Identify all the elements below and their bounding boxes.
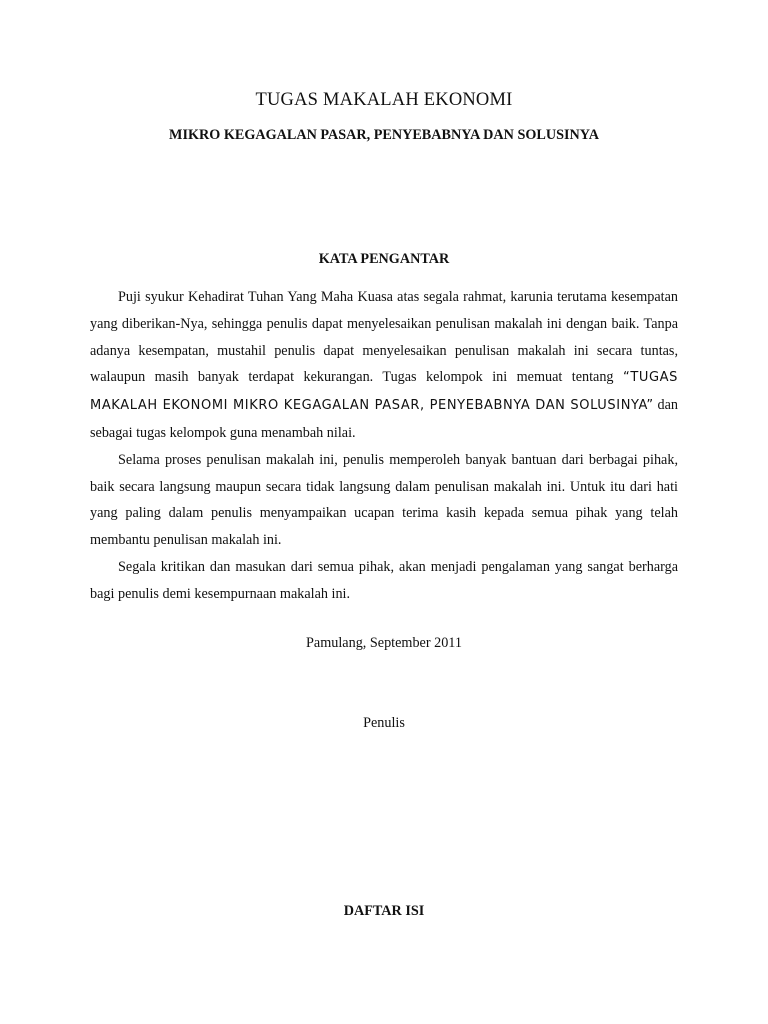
preface-paragraph-3: Segala kritikan dan masukan dari semua pihak, akan menjadi pengalaman yang sangat berharga bagi penulis demi kesempurnaan makalah ini. (90, 558, 678, 602)
place-date: Pamulang, September 2011 (306, 635, 462, 651)
preface-paragraph-1 (90, 284, 678, 447)
paragraph-1-text: Puji syukur Kehadirat Tuhan Yang Maha Kuasa atas segala rahmat, karunia terutama kesempatan yang diberikan-Nya, sehingga penulis dapat menyelesaikan penulisan makalah ini dengan baik. Tanpa adanya kesempatan, mustahil penulis dapat menyelesaikan penulisan makalah ini secara tuntas, walaupun masih banyak terdapat kekurangan. Tugas kelompok ini memuat tentang (90, 289, 678, 386)
paragraph-1-ending: dan sebagai tugas kelompok guna menambah nilai. (90, 397, 678, 441)
author-signature: Penulis (363, 715, 405, 731)
document-title: TUGAS MAKALAH EKONOMI (255, 90, 513, 110)
preface-body (90, 284, 678, 608)
document-subtitle: MIKRO KEGAGALAN PASAR, PENYEBABNYA DAN SOLUSINYA (169, 127, 599, 143)
section-heading-kata-pengantar: KATA PENGANTAR (318, 251, 450, 267)
preface-paragraph-2: Selama proses penulisan makalah ini, penulis memperoleh banyak bantuan dari berbagai pihak, baik secara langsung maupun secara tidak langsung dalam penulisan makalah ini. Untuk itu dari hati yang paling dalam penulis menyampaikan ucapan terima kasih kepada semua pihak yang telah membantu penulisan makalah ini. (90, 451, 678, 549)
quoted-report-title: “TUGAS MAKALAH EKONOMI MIKRO KEGAGALAN PASAR, PENYEBABNYA DAN SOLUSINYA” (90, 370, 678, 414)
section-heading-daftar-isi: DAFTAR ISI (343, 903, 425, 919)
